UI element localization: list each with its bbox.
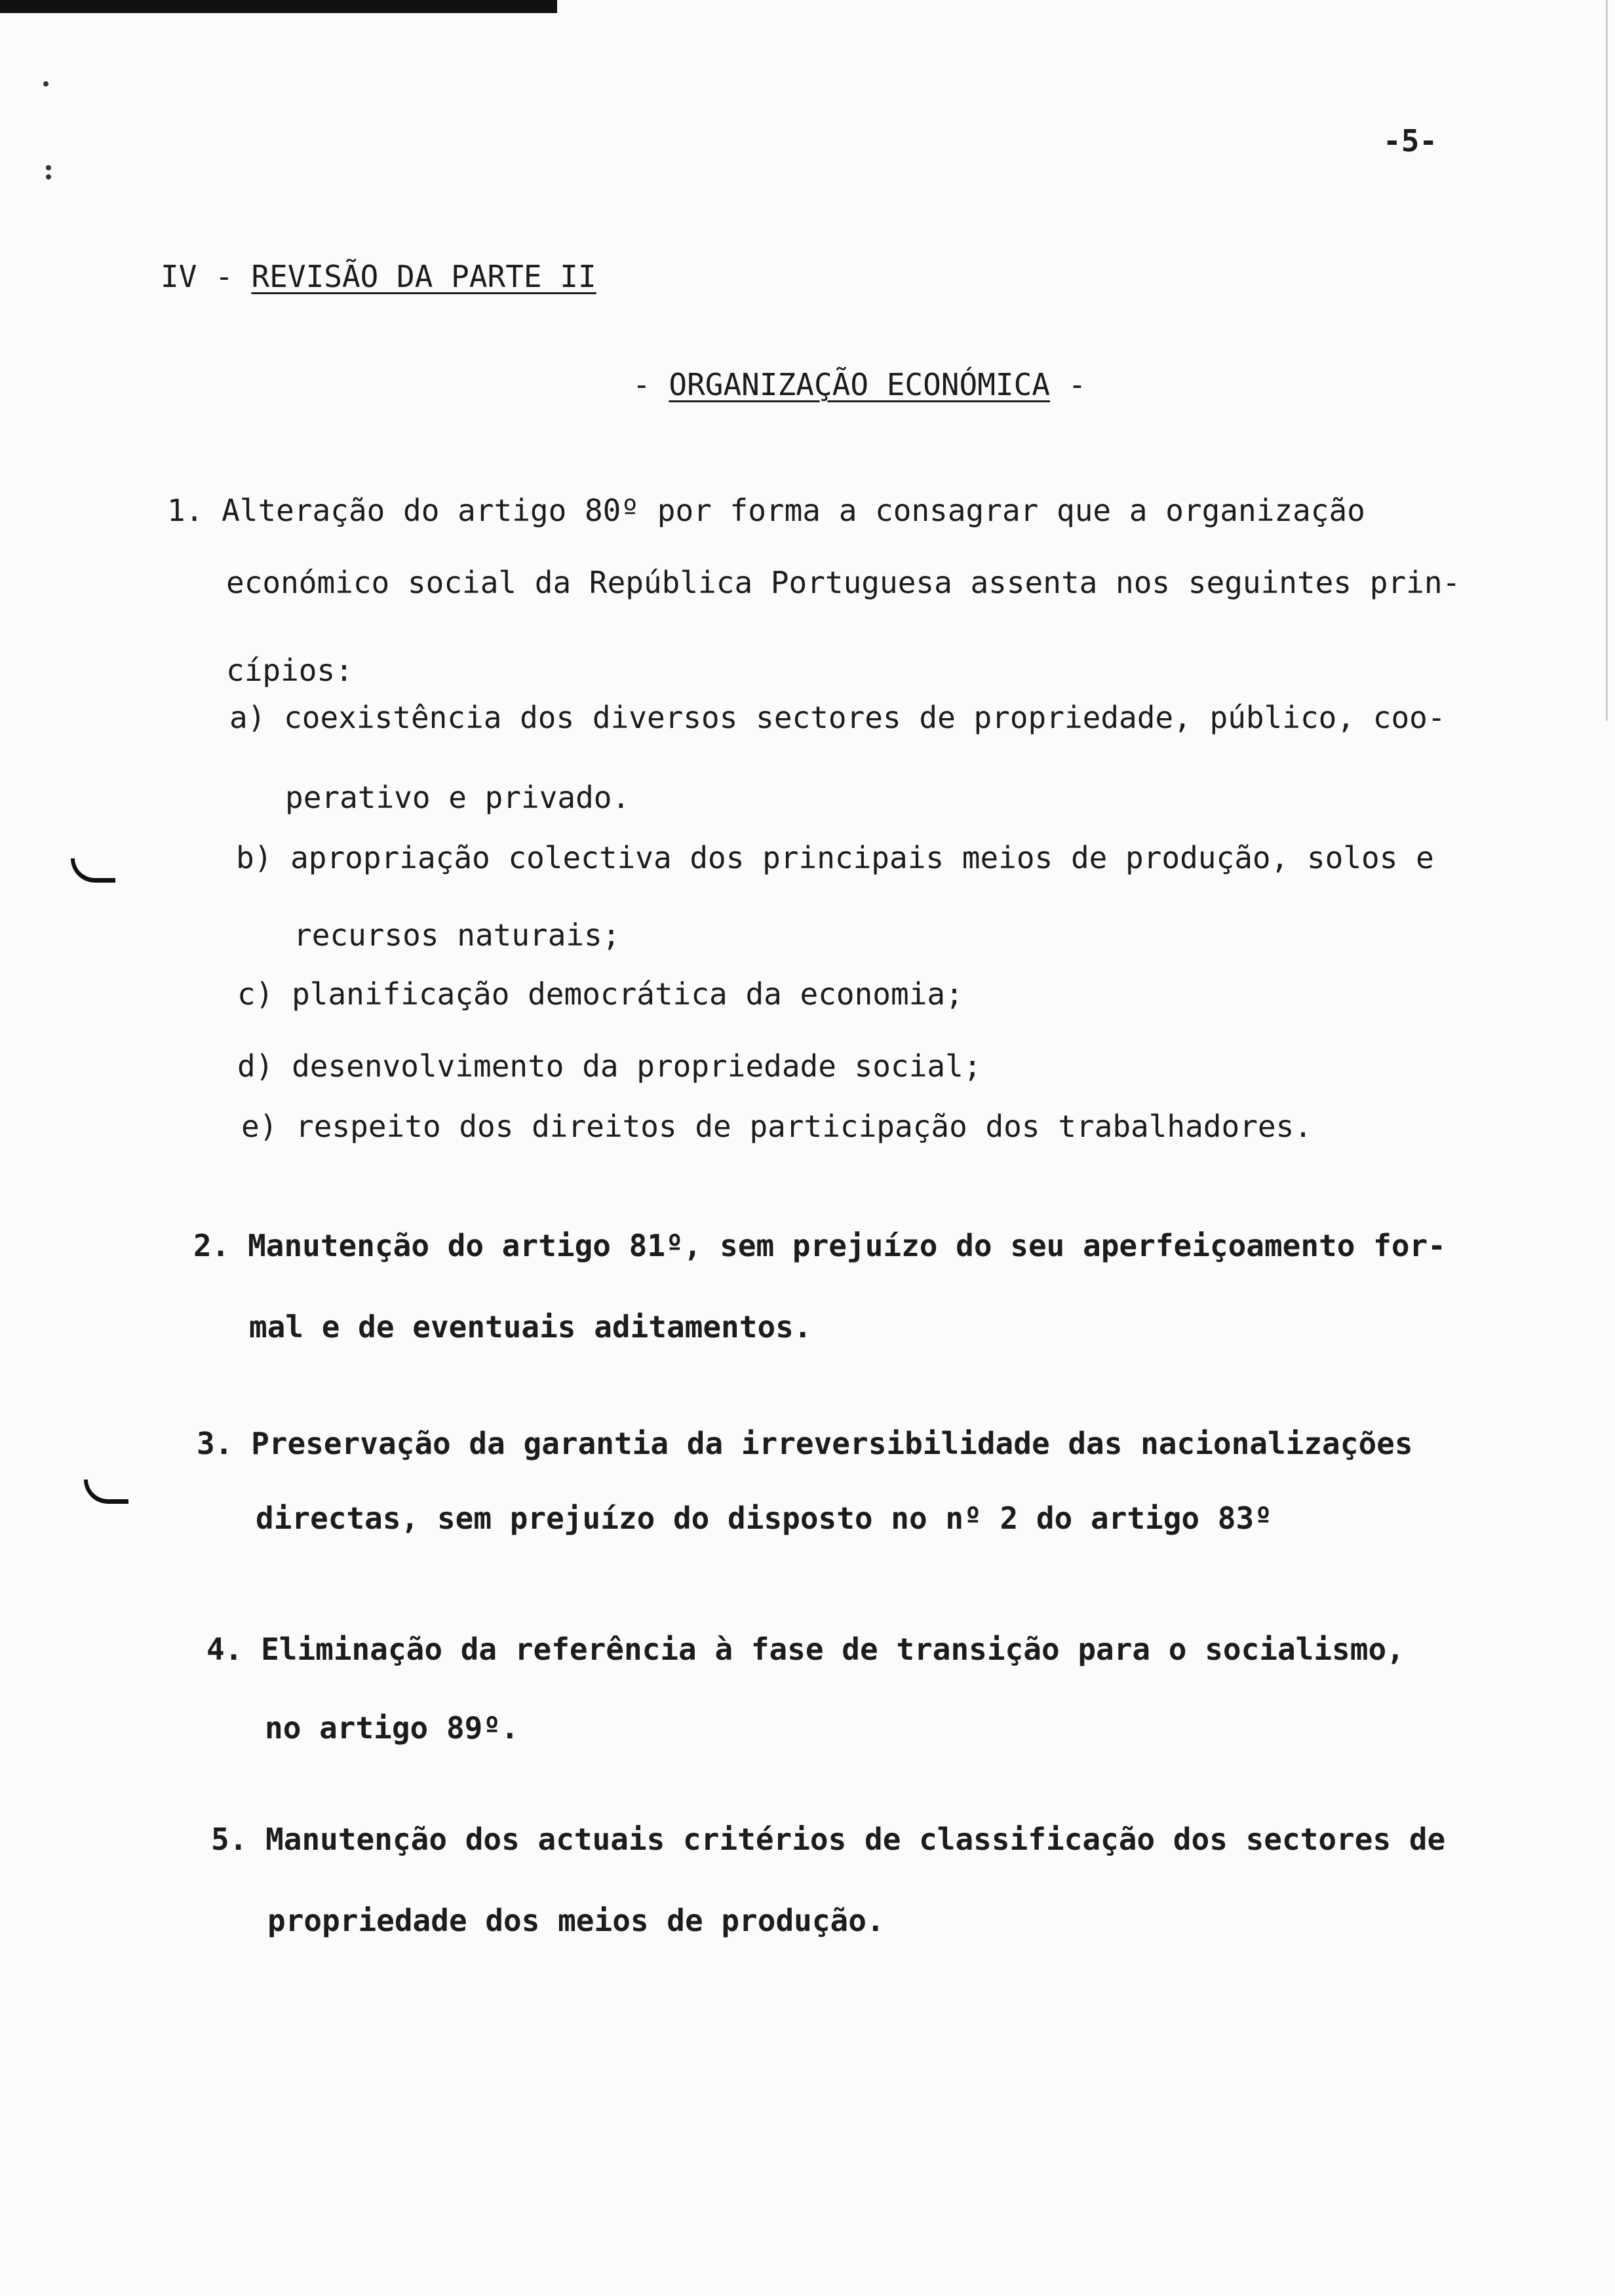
margin-check-mark (71, 858, 115, 883)
item1-line: cípios: (226, 653, 353, 688)
item4-line: no artigo 89º. (265, 1710, 519, 1746)
section-title: REVISÃO DA PARTE II (251, 259, 596, 294)
item2-line: mal e de eventuais aditamentos. (249, 1309, 812, 1345)
item3-line: directas, sem prejuízo do disposto no nº 2 do artigo 83º (256, 1501, 1272, 1536)
subitem-b-line: recursos naturais; (294, 917, 621, 953)
scan-speck (46, 165, 51, 170)
subtitle-prefix: - (632, 367, 669, 402)
scan-edge-line (1606, 0, 1608, 721)
subtitle-suffix: - (1049, 367, 1087, 402)
scan-edge-bar (0, 0, 557, 13)
subitem-a-line: a) coexistência dos diversos sectores de propriedade, público, coo- (229, 700, 1446, 735)
subitem-d-line: d) desenvolvimento da propriedade social; (237, 1048, 982, 1084)
subitem-a-line: perativo e privado. (285, 780, 631, 815)
item4-line: 4. Eliminação da referência à fase de transição para o socialismo, (206, 1632, 1405, 1667)
item5-line: propriedade dos meios de produção. (267, 1903, 885, 1938)
scan-speck (43, 81, 49, 86)
section-subheading (632, 367, 1086, 402)
item5-line: 5. Manutenção dos actuais critérios de classificação dos sectores de (211, 1822, 1446, 1857)
scan-speck (46, 174, 51, 180)
section-heading (161, 259, 596, 294)
section-prefix: IV - (161, 259, 252, 294)
item1-line: económico social da República Portuguesa assenta nos seguintes prin- (226, 565, 1461, 600)
subitem-b-line: b) apropriação colectiva dos principais meios de produção, solos e (236, 840, 1434, 875)
section-subtitle: ORGANIZAÇÃO ECONÓMICA (669, 367, 1050, 402)
item2-line: 2. Manutenção do artigo 81º, sem prejuízo do seu aperfeiçoamento for- (193, 1228, 1446, 1263)
page-number: -5- (1383, 123, 1438, 159)
margin-check-mark (84, 1480, 128, 1504)
item3-line: 3. Preservação da garantia da irreversibilidade das nacionalizações (197, 1426, 1413, 1461)
item1-line: 1. Alteração do artigo 80º por forma a consagrar que a organização (167, 493, 1365, 528)
subitem-e-line: e) respeito dos direitos de participação dos trabalhadores. (241, 1109, 1312, 1144)
subitem-c-line: c) planificação democrática da economia; (237, 976, 963, 1012)
